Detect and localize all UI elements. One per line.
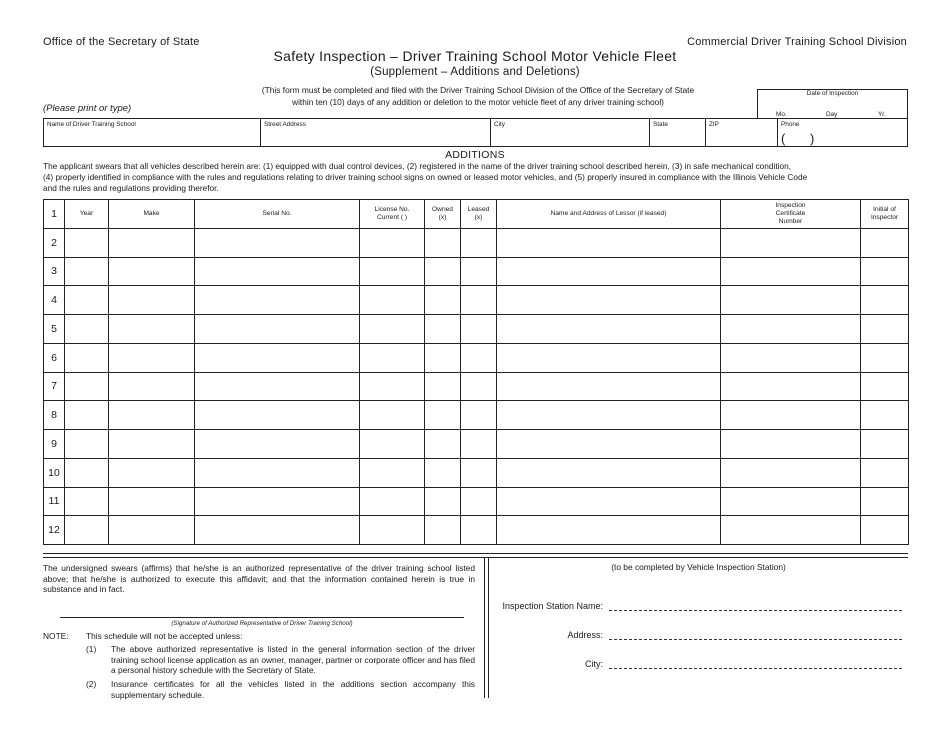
date-day-label: Day: [826, 111, 838, 118]
signature-label: (Signature of Authorized Representative of Driver Training School): [171, 620, 353, 627]
state-field[interactable]: [649, 119, 705, 146]
street-address-field[interactable]: [260, 119, 490, 146]
column-header-text: Serial No.: [262, 209, 292, 217]
vertical-divider: [484, 558, 489, 698]
table-row: [44, 200, 909, 229]
note-label: NOTE:: [43, 631, 69, 641]
state-label: State: [653, 121, 668, 128]
column-header-text: Name and Address of Lessor (if leased): [550, 209, 667, 217]
cell-leased[interactable]: [461, 430, 497, 459]
date-of-inspection-box[interactable]: [757, 89, 908, 119]
cell-make[interactable]: [109, 458, 195, 487]
cell-certificate[interactable]: [721, 372, 861, 401]
cell-year[interactable]: [65, 516, 109, 545]
column-header-text: Year: [79, 209, 94, 217]
phone-open-paren: (: [781, 131, 786, 146]
table-row: [44, 401, 909, 430]
cell-certificate[interactable]: [721, 343, 861, 372]
cell-serial[interactable]: [195, 458, 360, 487]
cell-leased[interactable]: [461, 257, 497, 286]
cell-certificate[interactable]: [721, 257, 861, 286]
cell-certificate[interactable]: [721, 516, 861, 545]
row-number: 8: [44, 401, 65, 430]
column-header-leased[interactable]: [461, 200, 497, 229]
station-address-label: Address:: [567, 630, 603, 640]
cell-owned[interactable]: [425, 228, 461, 257]
cell-leased[interactable]: [461, 343, 497, 372]
cell-serial[interactable]: [195, 516, 360, 545]
cell-inspector-initial[interactable]: [861, 487, 909, 516]
form-subtitle: (Supplement – Additions and Deletions): [370, 66, 580, 78]
cell-license[interactable]: [360, 401, 425, 430]
cell-certificate[interactable]: [721, 458, 861, 487]
cell-year[interactable]: [65, 315, 109, 344]
cell-owned[interactable]: [425, 343, 461, 372]
cell-year[interactable]: [65, 487, 109, 516]
cell-owned[interactable]: [425, 430, 461, 459]
zip-field[interactable]: [705, 119, 777, 146]
row-number: 5: [44, 315, 65, 344]
affidavit-text: The undersigned swears (affirms) that he/she is an authorized representative of the driver training school listed above; that he/she is authorized to execute this affidavit; and that the information contained herein is true in substance and in fact.: [43, 563, 475, 595]
column-header-text: Inspector: [870, 213, 899, 221]
row-number: 7: [44, 372, 65, 401]
station-address-input[interactable]: [609, 639, 902, 640]
cell-license[interactable]: [360, 343, 425, 372]
cell-make[interactable]: [109, 516, 195, 545]
additions-heading: ADDITIONS: [445, 149, 505, 161]
cell-serial[interactable]: [195, 430, 360, 459]
signature-line[interactable]: [60, 617, 464, 618]
table-row: [44, 257, 909, 286]
zip-label: ZIP: [709, 121, 719, 128]
cell-serial[interactable]: [195, 372, 360, 401]
table-row: [44, 458, 909, 487]
station-name-label: Inspection Station Name:: [502, 601, 603, 611]
date-year-label: Yr.: [878, 111, 886, 118]
cell-lessor[interactable]: [497, 487, 721, 516]
cell-serial[interactable]: [195, 343, 360, 372]
cell-make[interactable]: [109, 286, 195, 315]
column-header-make[interactable]: [109, 200, 195, 229]
cell-inspector-initial[interactable]: [861, 458, 909, 487]
cell-license[interactable]: [360, 458, 425, 487]
cell-make[interactable]: [109, 372, 195, 401]
cell-leased[interactable]: [461, 286, 497, 315]
phone-field[interactable]: [777, 119, 907, 146]
row-number: 10: [44, 458, 65, 487]
cell-owned[interactable]: [425, 257, 461, 286]
column-header-year[interactable]: [65, 200, 109, 229]
cell-owned[interactable]: [425, 401, 461, 430]
column-header-text: Current ( ): [376, 213, 408, 221]
cell-year[interactable]: [65, 430, 109, 459]
column-header-certificate[interactable]: [721, 200, 861, 229]
cell-owned[interactable]: [425, 286, 461, 315]
cell-year[interactable]: [65, 228, 109, 257]
row-number: 11: [44, 487, 65, 516]
column-header-inspector-initial[interactable]: [861, 200, 909, 229]
cell-inspector-initial[interactable]: [861, 228, 909, 257]
cell-year[interactable]: [65, 343, 109, 372]
form-title: Safety Inspection – Driver Training School Motor Vehicle Fleet: [273, 48, 677, 64]
cell-leased[interactable]: [461, 458, 497, 487]
cell-leased[interactable]: [461, 228, 497, 257]
phone-label: Phone: [781, 121, 800, 128]
cell-lessor[interactable]: [497, 516, 721, 545]
cell-owned[interactable]: [425, 372, 461, 401]
cell-serial[interactable]: [195, 228, 360, 257]
cell-inspector-initial[interactable]: [861, 286, 909, 315]
cell-license[interactable]: [360, 516, 425, 545]
cell-certificate[interactable]: [721, 401, 861, 430]
cell-make[interactable]: [109, 228, 195, 257]
cell-certificate[interactable]: [721, 430, 861, 459]
column-header-text: Leased: [467, 205, 490, 213]
street-address-label: Street Address: [264, 121, 306, 128]
row-number: 2: [44, 228, 65, 257]
applicant-sworn-statement: [43, 161, 908, 193]
cell-inspector-initial[interactable]: [861, 372, 909, 401]
cell-leased[interactable]: [461, 516, 497, 545]
sworn-line-1: The applicant swears that all vehicles described herein are: (1) equipped with dual control devices, (2) registered in the name of the driver training school described herein, (3) in safe mechanical condition,: [43, 161, 792, 171]
column-header-text: Number: [778, 217, 803, 225]
note-intro: This schedule will not be accepted unless:: [86, 631, 243, 641]
table-row: [44, 372, 909, 401]
phone-close-paren: ): [810, 131, 815, 146]
cell-serial[interactable]: [195, 401, 360, 430]
section-divider: [43, 553, 908, 558]
column-header-text: (x): [438, 213, 447, 221]
cell-inspector-initial[interactable]: [861, 430, 909, 459]
school-name-label: Name of Driver Training School: [47, 121, 136, 128]
table-row: [44, 430, 909, 459]
cell-make[interactable]: [109, 401, 195, 430]
cell-lessor[interactable]: [497, 372, 721, 401]
cell-lessor[interactable]: [497, 228, 721, 257]
cell-license[interactable]: [360, 257, 425, 286]
station-city-label: City:: [585, 659, 603, 669]
row-number: 9: [44, 430, 65, 459]
cell-license[interactable]: [360, 372, 425, 401]
note-item-1-number: (1): [86, 644, 97, 654]
cell-lessor[interactable]: [497, 343, 721, 372]
note-item-1-text: The above authorized representative is listed in the general information section of the driver training school license application as an owner, manager, partner or corporate officer and has filed a personal history schedule with the Secretary of State.: [111, 644, 475, 676]
cell-license[interactable]: [360, 286, 425, 315]
cell-certificate[interactable]: [721, 487, 861, 516]
cell-inspector-initial[interactable]: [861, 516, 909, 545]
cell-year[interactable]: [65, 286, 109, 315]
column-header-license[interactable]: [360, 200, 425, 229]
date-label: Date of Inspection: [806, 90, 859, 97]
cell-lessor[interactable]: [497, 257, 721, 286]
cell-lessor[interactable]: [497, 315, 721, 344]
cell-inspector-initial[interactable]: [861, 401, 909, 430]
cell-lessor[interactable]: [497, 401, 721, 430]
table-row: [44, 286, 909, 315]
cell-make[interactable]: [109, 315, 195, 344]
school-info-row: [43, 118, 908, 147]
cell-year[interactable]: [65, 401, 109, 430]
note-item-2-text: Insurance certificates for all the vehicles listed in the additions section accompany this supplementary schedule.: [111, 679, 475, 700]
column-header-text: License No.: [374, 205, 410, 213]
cell-inspector-initial[interactable]: [861, 343, 909, 372]
station-name-input[interactable]: [609, 610, 902, 611]
row-number: 1: [44, 200, 65, 229]
table-row: [44, 516, 909, 545]
cell-make[interactable]: [109, 487, 195, 516]
cell-serial[interactable]: [195, 315, 360, 344]
table-row: [44, 228, 909, 257]
filing-instructions: [200, 85, 756, 108]
sworn-line-3: and the rules and regulations providing therefor.: [43, 182, 219, 193]
school-name-field[interactable]: [44, 119, 260, 146]
sworn-line-2: (4) properly identified in compliance with the rules and regulations relating to driver training school signs on owned or leased motor vehicles, and (5) properly insured in compliance with the Illinois Vehicle Code: [43, 171, 808, 182]
cell-leased[interactable]: [461, 401, 497, 430]
cell-certificate[interactable]: [721, 228, 861, 257]
cell-certificate[interactable]: [721, 315, 861, 344]
station-city-input[interactable]: [609, 668, 902, 669]
cell-leased[interactable]: [461, 372, 497, 401]
office-name: Office of the Secretary of State: [43, 36, 200, 48]
cell-year[interactable]: [65, 372, 109, 401]
column-header-text: Initial of: [873, 205, 896, 213]
row-number: 3: [44, 257, 65, 286]
cell-owned[interactable]: [425, 516, 461, 545]
division-name: Commercial Driver Training School Division: [687, 36, 907, 48]
column-header-text: Make: [143, 209, 160, 217]
column-header-text: Inspection: [775, 201, 806, 209]
cell-year[interactable]: [65, 257, 109, 286]
vehicle-additions-table: [43, 199, 909, 545]
cell-make[interactable]: [109, 343, 195, 372]
print-note: (Please print or type): [43, 103, 132, 114]
instruction-line-2: within ten (10) days of any addition or deletion to the motor vehicle fleet of any driver training school): [292, 96, 664, 107]
cell-owned[interactable]: [425, 315, 461, 344]
cell-license[interactable]: [360, 430, 425, 459]
cell-certificate[interactable]: [721, 286, 861, 315]
cell-license[interactable]: [360, 487, 425, 516]
date-month-label: Mo.: [776, 111, 787, 118]
cell-serial[interactable]: [195, 487, 360, 516]
column-header-lessor[interactable]: [497, 200, 721, 229]
cell-leased[interactable]: [461, 315, 497, 344]
city-label: City: [494, 121, 506, 128]
station-section-title: (to be completed by Vehicle Inspection Station): [611, 562, 786, 572]
cell-serial[interactable]: [195, 257, 360, 286]
table-row: [44, 343, 909, 372]
cell-inspector-initial[interactable]: [861, 257, 909, 286]
cell-license[interactable]: [360, 315, 425, 344]
cell-license[interactable]: [360, 228, 425, 257]
cell-inspector-initial[interactable]: [861, 315, 909, 344]
column-header-serial[interactable]: [195, 200, 360, 229]
cell-make[interactable]: [109, 257, 195, 286]
column-header-text: (x): [474, 213, 483, 221]
cell-lessor[interactable]: [497, 286, 721, 315]
row-number: 12: [44, 516, 65, 545]
cell-year[interactable]: [65, 458, 109, 487]
table-row: [44, 487, 909, 516]
row-number: 6: [44, 343, 65, 372]
column-header-text: Owned: [432, 205, 453, 213]
cell-serial[interactable]: [195, 286, 360, 315]
cell-lessor[interactable]: [497, 458, 721, 487]
note-item-2-number: (2): [86, 679, 97, 689]
cell-leased[interactable]: [461, 487, 497, 516]
table-row: [44, 315, 909, 344]
instruction-line-1: (This form must be completed and filed with the Driver Training School Division of the Office of the Secretary of State: [261, 85, 695, 95]
city-field[interactable]: [490, 119, 649, 146]
column-header-text: Certificate: [775, 209, 806, 217]
row-number: 4: [44, 286, 65, 315]
cell-make[interactable]: [109, 430, 195, 459]
cell-owned[interactable]: [425, 487, 461, 516]
cell-lessor[interactable]: [497, 430, 721, 459]
cell-owned[interactable]: [425, 458, 461, 487]
column-header-owned[interactable]: [425, 200, 461, 229]
